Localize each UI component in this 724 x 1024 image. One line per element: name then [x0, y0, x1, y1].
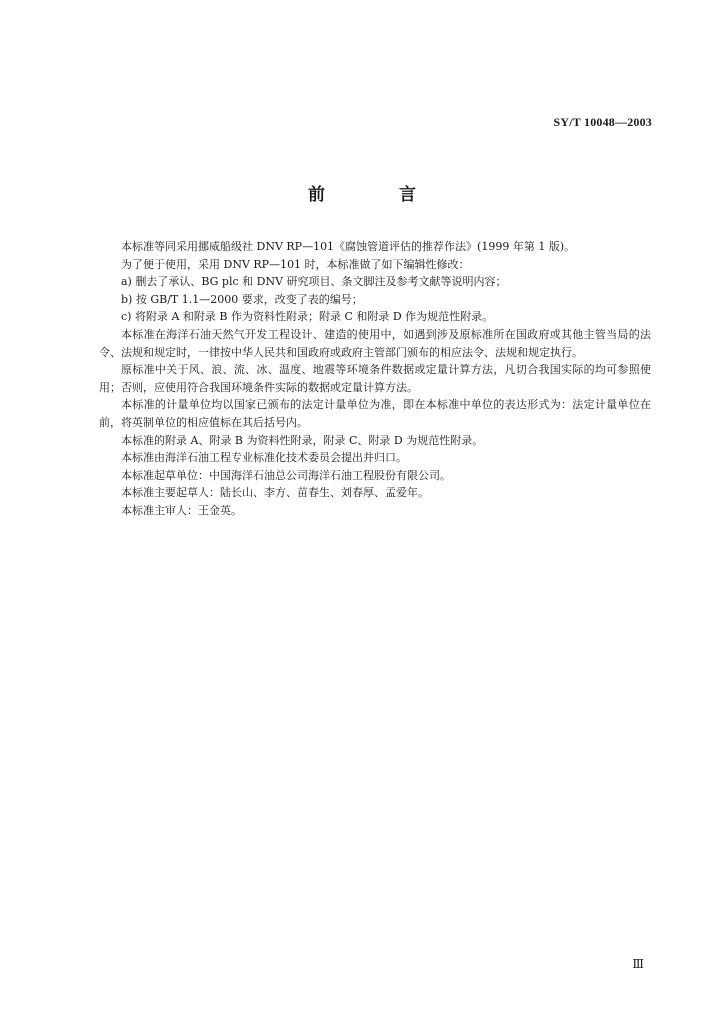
paragraph: 本标准主要起草人：陆长山、李方、苗春生、刘春厚、孟爱年。 — [121, 486, 429, 500]
paragraph: 本标准的附录 A、附录 B 为资料性附录，附录 C、附录 D 为规范性附录。 — [121, 433, 484, 447]
paragraph: 为了便于使用，采用 DNV RP—101 时，本标准做了如下编辑性修改： — [121, 257, 470, 271]
list-item: a) 删去了承认、BG plc 和 DNV 研究项目、条文脚注及参考文献等说明内容； — [121, 275, 507, 289]
paragraph: 本标准由海洋石油工程专业标准化技术委员会提出并归口。 — [121, 451, 407, 465]
paragraph: 本标准在海洋石油天然气开发工程设计、建造的使用中，如遇到涉及原标准所在国政府或其他主管当局的法令、法规和规定时，一律按中华人民共和国政府或政府主管部门颁布的相应法令、法规和规定执行。 — [99, 327, 651, 359]
paragraph: 本标准等同采用挪威船级社 DNV RP—101《腐蚀管道评估的推荐作法》(1999 年第 1 版)。 — [121, 240, 576, 253]
foreword-body — [99, 238, 651, 520]
standard-code: SY/T 10048—2003 — [553, 115, 652, 129]
page-number: Ⅲ — [632, 957, 644, 971]
page-title: 前 言 — [308, 185, 450, 205]
paragraph: 本标准的计量单位均以国家已颁布的法定计量单位为准，即在本标准中单位的表达形式为：法定计量单位在前，将英制单位的相应值标在其后括号内。 — [99, 398, 651, 429]
paragraph: 本标准主审人：王金英。 — [121, 503, 242, 517]
paragraph: 本标准起草单位：中国海洋石油总公司海洋石油工程股份有限公司。 — [121, 468, 451, 482]
paragraph: 原标准中关于风、浪、流、冰、温度、地震等环境条件数据或定量计算方法，凡切合我国实际的均可参照使用；否则，应使用符合我国环境条件实际的数据或定量计算方法。 — [99, 363, 651, 394]
list-item: b) 按 GB/T 1.1—2000 要求，改变了表的编号； — [121, 292, 363, 306]
list-item: c) 将附录 A 和附录 B 作为资料性附录；附录 C 和附录 D 作为规范性附录。 — [121, 310, 494, 324]
